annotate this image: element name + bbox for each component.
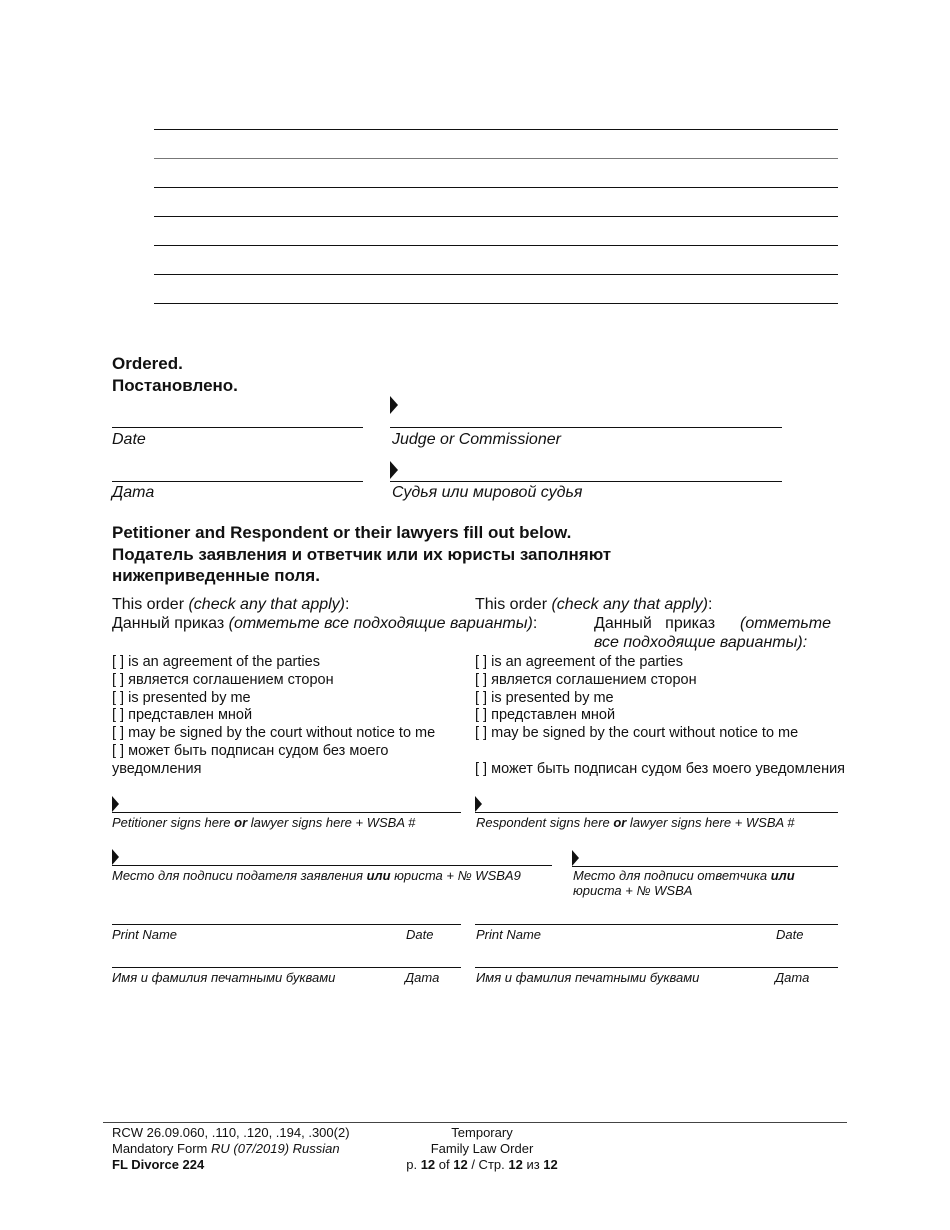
right-order-heading-en (475, 596, 712, 614)
respondent-print-name-line-ru[interactable] (475, 967, 838, 968)
right-order-colon: : (708, 596, 713, 613)
petitioner-date-label-ru: Дата (405, 970, 440, 985)
blank-line-4 (154, 216, 838, 217)
fill-out-heading-ru-2: нижеприведенные поля. (112, 566, 320, 585)
respondent-signature-label-en (476, 815, 795, 830)
petitioner-sig-en-part-b: lawyer signs here + WSBA # (247, 815, 416, 830)
petitioner-signature-arrow-icon (112, 796, 119, 812)
right-option-no-notice-ru[interactable]: [ ] может быть подписан судом без моего уведомления (475, 761, 846, 777)
footer-title-2: Family Law Order (430, 1141, 534, 1156)
right-order-note-ru-2: все подходящие варианты): (594, 634, 808, 651)
petitioner-print-name-label-ru: Имя и фамилия печатными буквами (112, 970, 336, 985)
footer-page-total-ru: 12 (543, 1157, 558, 1172)
judge-signature-line-ru[interactable] (390, 481, 782, 482)
left-option-agreement-ru[interactable]: [ ] является соглашением сторон (112, 671, 334, 688)
respondent-sig-en-or: or (613, 815, 627, 830)
footer-page-number (382, 1157, 582, 1173)
petitioner-signature-ru-arrow-icon (112, 849, 119, 865)
right-option-agreement-en[interactable]: [ ] is an agreement of the parties (475, 654, 683, 670)
respondent-date-label-en: Date (776, 927, 804, 942)
judge-signature-line[interactable] (390, 427, 782, 428)
footer-page-iz: из (522, 1157, 544, 1172)
right-order-note-en: (check any that apply) (551, 596, 708, 613)
footer-mandatory-form (112, 1141, 350, 1157)
footer-page-p: p. (406, 1157, 421, 1172)
respondent-date-label-ru: Дата (775, 970, 810, 985)
right-order-note-ru-1: (отметьте (740, 615, 832, 632)
petitioner-signature-label-en (112, 815, 415, 830)
petitioner-sig-ru-or: или (366, 868, 391, 883)
left-order-prefix-en: This order (112, 596, 189, 613)
footer-left (112, 1125, 350, 1173)
respondent-signature-line[interactable] (475, 812, 838, 813)
respondent-signature-label-ru (573, 868, 795, 883)
date-line-ru[interactable] (112, 481, 363, 482)
fill-out-heading-en: Petitioner and Respondent or their lawyers fill out below. (112, 523, 572, 542)
footer-rule (103, 1122, 847, 1123)
date-line-en[interactable] (112, 427, 363, 428)
date-label-ru: Дата (112, 484, 155, 501)
petitioner-print-name-label-en: Print Name (112, 927, 178, 942)
respondent-signature-arrow-icon (475, 796, 482, 812)
left-order-heading-en (112, 596, 349, 614)
blank-line-6 (154, 274, 838, 275)
respondent-sig-en-part-b: lawyer signs here + WSBA # (626, 815, 795, 830)
footer-page-of: of (435, 1157, 454, 1172)
petitioner-signature-line-ru[interactable] (112, 865, 552, 866)
left-option-no-notice-ru[interactable]: [ ] может быть подписан судом без моего (112, 742, 389, 759)
footer-center (382, 1125, 582, 1173)
petitioner-signature-label-ru (112, 868, 521, 883)
petitioner-sig-ru-part-a: Место для подписи подателя заявления (112, 868, 367, 883)
respondent-sig-ru-part-a: Место для подписи ответчика (573, 868, 771, 883)
respondent-signature-line-ru[interactable] (572, 866, 838, 867)
respondent-signature-ru-arrow-icon (572, 850, 579, 866)
petitioner-date-label-en: Date (406, 927, 434, 942)
right-option-presented-en[interactable]: [ ] is presented by me (475, 689, 614, 706)
respondent-sig-ru-or: или (770, 868, 795, 883)
respondent-signature-label-ru-2: юриста + № WSBA (573, 883, 693, 898)
left-option-no-notice-en[interactable]: [ ] may be signed by the court without notice to me (112, 725, 436, 742)
blank-line-7 (154, 303, 838, 304)
respondent-print-name-label-en: Print Name (476, 927, 542, 942)
left-option-presented-ru[interactable]: [ ] представлен мной (112, 707, 253, 724)
left-order-heading-ru (112, 615, 537, 633)
footer-mandatory-italic: RU (07/2019) Russian (210, 1141, 340, 1156)
judge-signature-ru-arrow-icon (390, 461, 398, 479)
left-option-no-notice-ru-cont: уведомления (112, 760, 202, 777)
date-label-en: Date (112, 431, 146, 448)
right-order-prefix-en: This order (475, 596, 552, 613)
left-order-note-en: (check any that apply) (188, 596, 345, 613)
footer-page-num-ru: 12 (508, 1157, 523, 1172)
blank-line-3 (154, 187, 838, 188)
footer-mandatory-prefix: Mandatory Form (112, 1141, 211, 1156)
petitioner-sig-en-or: or (234, 815, 248, 830)
respondent-print-name-line[interactable] (475, 924, 838, 925)
left-order-colon-ru: : (532, 615, 538, 632)
left-option-presented-en[interactable]: [ ] is presented by me (112, 689, 251, 706)
judge-signature-arrow-icon (390, 396, 398, 414)
footer-page-ru-sep: / Стр. (467, 1157, 509, 1172)
petitioner-sig-en-part-a: Petitioner signs here (112, 815, 235, 830)
ordered-title-ru: Постановлено. (112, 376, 238, 395)
footer-page-total: 12 (453, 1157, 468, 1172)
petitioner-sig-ru-part-b: юриста + № WSBA9 (390, 868, 521, 883)
blank-line-1 (154, 129, 838, 130)
fill-out-heading-ru-1: Податель заявления и ответчик или их юристы заполняют (112, 545, 612, 564)
petitioner-signature-line[interactable] (112, 812, 461, 813)
footer-title-1: Temporary (451, 1125, 513, 1140)
left-order-note-ru: (отметьте все подходящие варианты) (228, 615, 533, 632)
judge-label-en: Judge or Commissioner (392, 431, 561, 448)
judge-label-ru: Судья или мировой судья (392, 484, 583, 501)
respondent-sig-en-part-a: Respondent signs here (476, 815, 614, 830)
footer-rcw: RCW 26.09.060, .110, .120, .194, .300(2) (112, 1125, 350, 1140)
left-order-colon: : (345, 596, 350, 613)
ordered-title-en: Ordered. (112, 354, 183, 373)
right-option-presented-ru[interactable]: [ ] представлен мной (475, 707, 616, 724)
right-option-no-notice-en[interactable]: [ ] may be signed by the court without notice to me (475, 725, 799, 742)
blank-line-2 (154, 158, 838, 159)
respondent-print-name-label-ru: Имя и фамилия печатными буквами (476, 970, 700, 985)
petitioner-print-name-line-ru[interactable] (112, 967, 461, 968)
right-option-agreement-ru[interactable]: [ ] является соглашением сторон (475, 671, 697, 688)
right-order-prefix-ru: Данный приказ (594, 615, 716, 632)
left-order-prefix-ru: Данный приказ (112, 615, 229, 632)
petitioner-print-name-line[interactable] (112, 924, 461, 925)
left-options-list (112, 654, 435, 779)
right-options-list (475, 654, 798, 743)
left-option-agreement-en[interactable]: [ ] is an agreement of the parties (112, 654, 320, 670)
blank-line-5 (154, 245, 838, 246)
footer-page-num: 12 (420, 1157, 436, 1172)
footer-form-id: FL Divorce 224 (112, 1157, 205, 1172)
